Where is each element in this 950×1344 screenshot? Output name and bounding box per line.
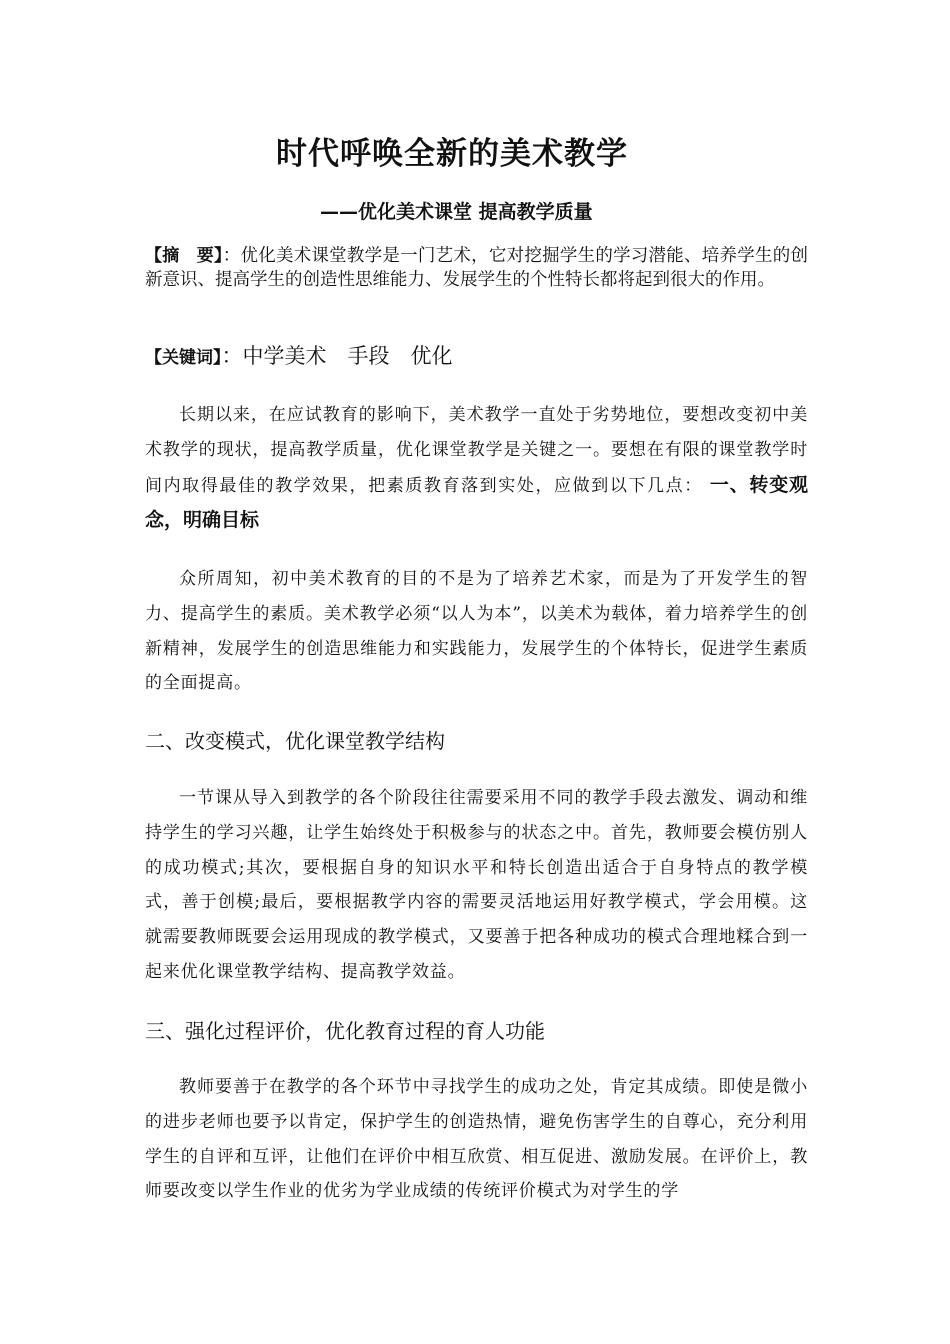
section1-heading: 一、转变观念，明确目标 (145, 473, 808, 532)
document-subtitle: ——优化美术课堂 提高教学质量 (320, 201, 593, 223)
section3-heading: 三、强化过程评价，优化教育过程的育人功能 (145, 1019, 545, 1043)
document-title: 时代呼唤全新的美术教学 (276, 136, 628, 172)
keywords-text: ：中学美术 手段 优化 (221, 344, 453, 368)
intro-text: 长期以来，在应试教育的影响下，美术教学一直处于劣势地位，要想改变初中美术教学的现状，提高教学质量，优化课堂教学是关键之一。要想在有限的课堂教学时间内取得最佳的教学效果，把素质教育落到实处，应做到以下几点： (145, 405, 808, 496)
section2-paragraph: 一节课从导入到教学的各个阶段往往需要采用不同的教学手段去激发、调动和维持学生的学习兴趣，让学生始终处于积极参与的状态之中。首先，教师要会模仿别人的成功模式;其次，要根据自身的知识水平和特长创造出适合于自身特点的教学模式，善于创模;最后，要根据教学内容的需要灵活地运用好教学模式，学会用模。这就需要教师既要会运用现成的教学模式，又要善于把各种成功的模式合理地糅合到一起来优化课堂教学结构、提高教学效益。 (145, 788, 808, 982)
section2-heading: 二、改变模式，优化课堂教学结构 (145, 729, 445, 753)
keywords-label: 【关键词】 (145, 348, 222, 368)
section1-paragraph: 众所周知，初中美术教育的目的不是为了培养艺术家，而是为了开发学生的智力、提高学生的素质。美术教学必须“以人为本”，以美术为载体，着力培养学生的创新精神，发展学生的创造思维能力和实践能力，发展学生的个体特长，促进学生素质的全面提高。 (145, 569, 808, 694)
abstract-label: 【摘 要】 (145, 246, 223, 266)
keywords (145, 340, 453, 370)
intro-paragraph (145, 398, 808, 539)
abstract (145, 244, 808, 292)
abstract-text: ：优化美术课堂教学是一门艺术，它对挖掘学生的学习潜能、培养学生的创新意识、提高学生的创造性思维能力、发展学生的个性特长都将起到很大的作用。 (145, 246, 808, 290)
section3-paragraph: 教师要善于在教学的各个环节中寻找学生的成功之处，肯定其成绩。即使是微小的进步老师也要予以肯定，保护学生的创造热情，避免伤害学生的自尊心，充分利用学生的自评和互评，让他们在评价中相互欣赏、相互促进、激励发展。在评价上，教师要改变以学生作业的优劣为学业成绩的传统评价模式为对学生的学 (145, 1077, 808, 1202)
